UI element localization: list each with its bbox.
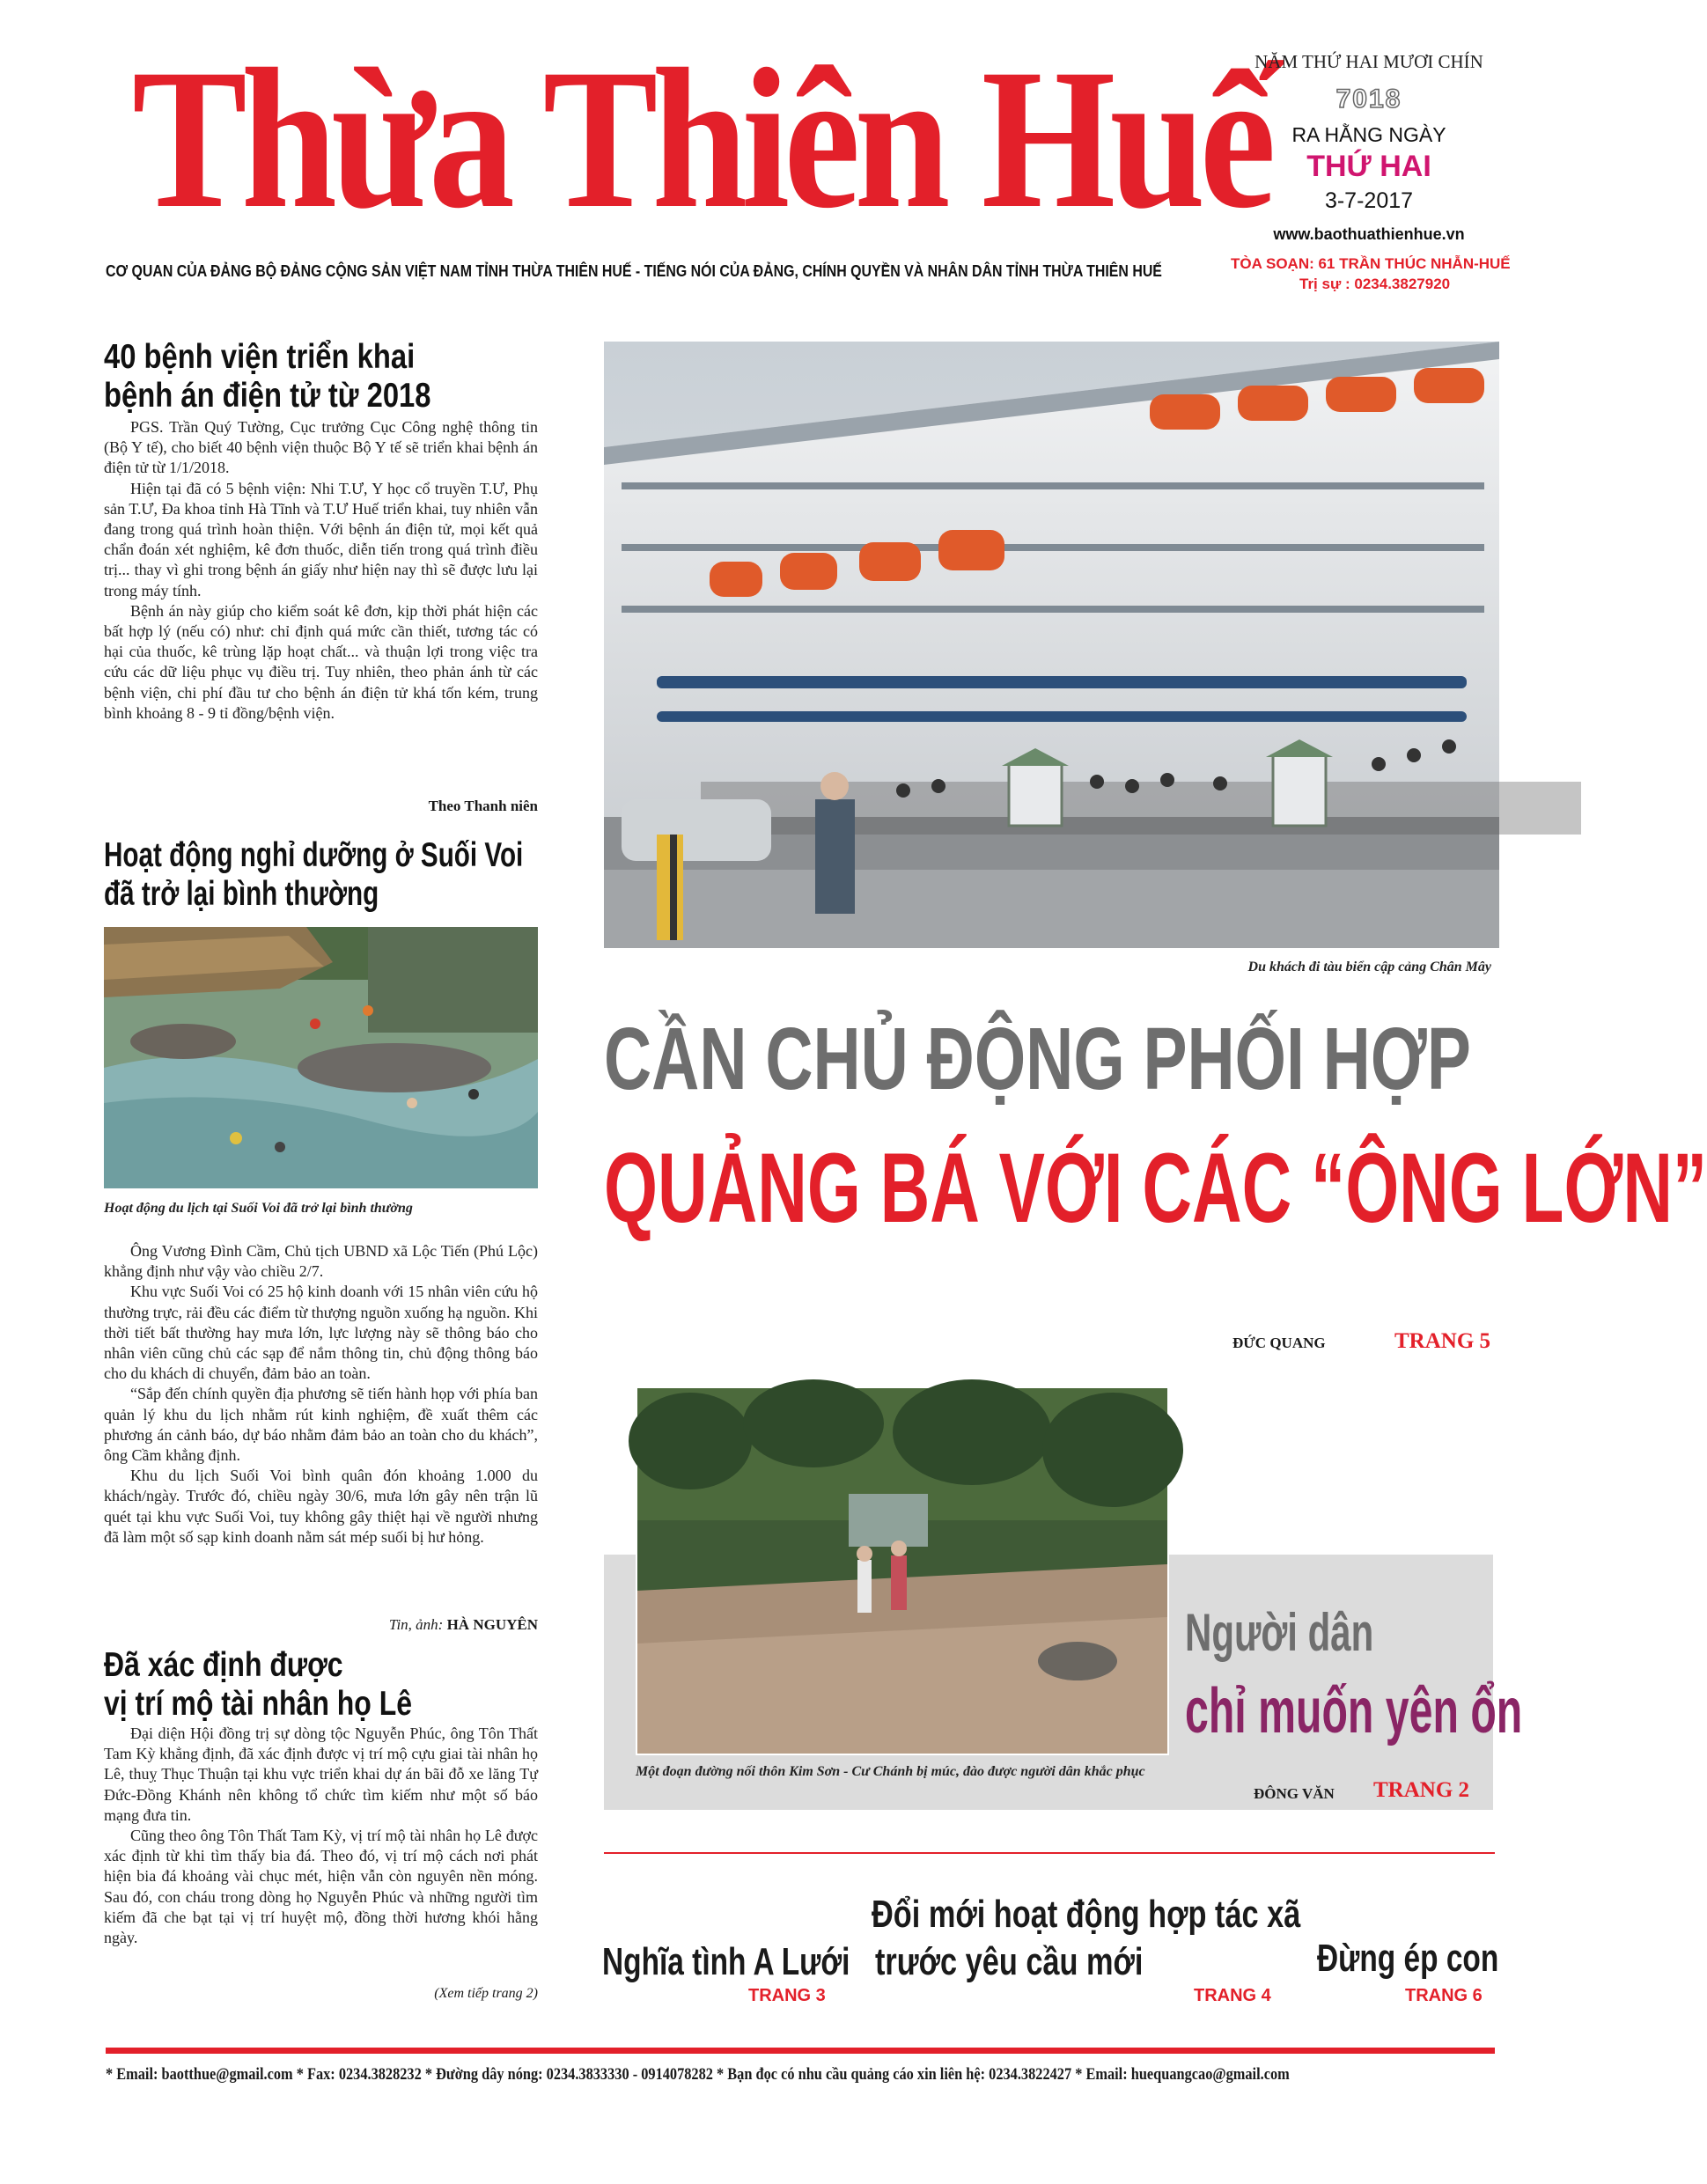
issue-number: 7018 <box>1335 85 1402 114</box>
article1-paragraph: PGS. Trần Quý Tường, Cục trưởng Cục Công nghệ thông tin (Bộ Y tế), cho biết 40 bệnh viện thuộc Bộ Y tế sẽ triển khai bệnh án điện tử từ 1/1/2018. <box>104 418 538 477</box>
website-link[interactable]: www.baothuathienhue.vn <box>1273 225 1465 243</box>
admin-phone: Trị sự : 0234.3827920 <box>1299 276 1451 292</box>
article1-body <box>104 417 538 724</box>
lead-author: ĐỨC QUANG <box>1232 1335 1326 1351</box>
teaser-page-ref[interactable]: TRANG 6 <box>1405 1986 1483 2005</box>
weekday: THỨ HAI <box>1306 150 1431 183</box>
article1-headline-line2: bệnh án điện tử từ 2018 <box>104 377 431 415</box>
teaser-title[interactable]: Đừng ép con <box>1317 1937 1499 1980</box>
article3-paragraph: Đại diện Hội đồng trị sự dòng tộc Nguyễn Phúc, ông Tôn Thất Tam Kỳ khẳng định, đã xác định được vị trí mộ cựu giai tài nhân họ Lê, thuỵ Thục Thuận tại khu vực triển khai dự án bãi đỗ xe lăng Tự Đức-Đồng Khánh nên không tổ chức tìm kiếm như một số báo mạng đưa tin. <box>104 1724 538 1824</box>
article2-headline[interactable] <box>104 836 562 914</box>
article2-paragraph: Khu vực Suối Voi có 25 hộ kinh doanh với 15 nhân viên cứu hộ thường trực, rải đều các điểm từ thượng nguồn xuống hạ nguồn. Khi thời tiết bất thường hay mưa lớn, lực lượng này sẽ thông báo cho nhân viên cũng chủ các sạp để nắm thông tin, chủ động thông báo cho du khách di chuyển, đảm bảo an toàn. <box>104 1283 538 1383</box>
article2-body <box>104 1241 538 1548</box>
teaser-page-ref[interactable]: TRANG 4 <box>1194 1986 1271 2005</box>
suoi-voi-photo <box>104 927 538 1188</box>
article2-paragraph: “Sắp đến chính quyền địa phương sẽ tiến hành họp với phía ban quản lý khu du lịch nhằm rút kinh nghiệm, đề xuất thêm các phương án cảnh báo, dự báo nhằm đảm bảo an toàn cho du khách”, ông Cầm khẳng định. <box>104 1385 538 1465</box>
issue-date: 3-7-2017 <box>1324 188 1414 213</box>
cruise-ship-caption: Du khách đi tàu biển cập cảng Chân Mây <box>1247 960 1491 974</box>
article2-headline-line2: đã trở lại bình thường <box>104 875 379 913</box>
footer-rule <box>106 2048 1495 2054</box>
article1-credit: Theo Thanh niên <box>428 798 538 814</box>
teaser-title[interactable]: Nghĩa tình A Lưới <box>602 1940 850 1983</box>
masthead-title: Thừa Thiên Huế <box>132 28 1270 250</box>
teaser-page-ref[interactable]: TRANG 3 <box>748 1986 826 2005</box>
article2-credit-name: HÀ NGUYÊN <box>446 1616 538 1633</box>
office-address: TÒA SOẠN: 61 TRẦN THÚC NHẪN-HUẾ <box>1231 255 1511 272</box>
article1-paragraph: Hiện tại đã có 5 bệnh viện: Nhi T.Ư, Y học cổ truyền T.Ư, Phụ sản T.Ư, Đa khoa tỉnh Hà Tĩnh và T.Ư Huế triển khai, tuy nhiên vẫn đang trong quá trình hoàn thiện. Với bệnh án điện tử, mọi kết quả chẩn đoán xét nghiệm, kê đơn thuốc, diễn tiến trong quá trình điều trị... thay vì ghi trong bệnh án giấy như hiện nay thì sẽ được lưu lại trong máy tính. <box>104 479 538 599</box>
feature-headline-line2[interactable]: chỉ muốn yên ổn <box>1185 1676 1523 1746</box>
article3-headline[interactable] <box>104 1646 562 1724</box>
suoi-voi-caption: Hoạt động du lịch tại Suối Voi đã trở lại bình thường <box>104 1201 413 1216</box>
teaser-divider <box>604 1852 1495 1854</box>
cruise-ship-photo <box>604 342 1499 948</box>
feature-headline-line1[interactable]: Người dân <box>1185 1603 1374 1662</box>
article2-headline-line1: Hoạt động nghỉ dưỡng ở Suối Voi <box>104 836 524 874</box>
teaser-title-line2[interactable]: trước yêu cầu mới <box>875 1940 1144 1983</box>
lead-page-ref[interactable]: TRANG 5 <box>1394 1329 1491 1353</box>
lead-headline-line2[interactable]: QUẢNG BÁ VỚI CÁC “ÔNG LỚN” <box>604 1133 1707 1243</box>
footer-contacts: * Email: baotthue@gmail.com * Fax: 0234.3828232 * Đường dây nóng: 0234.3833330 - 0914078282 * Bạn đọc có nhu cầu quảng cáo xin liên hệ: 0234.3822427 * Email: huequangcao@gmail.com <box>106 2065 1290 2084</box>
article1-headline[interactable] <box>104 338 562 415</box>
frequency: RA HẰNG NGÀY <box>1291 123 1446 146</box>
article1-paragraph: Bệnh án này giúp cho kiểm soát kê đơn, kịp thời phát hiện các bất hợp lý (nếu có) như: chỉ định quá mức cần thiết, tương tác có hại của thuốc, kê trùng lặp hoạt chất... và thuận lợi trong việc tra cứu các dữ liệu phục vụ điều trị. Tuy nhiên, theo phản ánh từ các bệnh viện, chi phí đầu tư cho bệnh án điện tử khá tốn kém, trung bình khoảng 8 - 9 tỉ đồng/bệnh viện. <box>104 601 538 722</box>
article2-paragraph: Khu du lịch Suối Voi bình quân đón khoảng 1.000 du khách/ngày. Trước đó, chiều ngày 30/6, mưa lớn gây nên trận lũ quét tại khu vực Suối Voi, tuy không gây thiệt hại về người nhưng đã làm một số sạp kinh doanh nằm sát mép suối bị hư hỏng. <box>104 1467 538 1546</box>
road-photo-caption: Một đoạn đường nối thôn Kim Sơn - Cư Chánh bị múc, đào được người dân khắc phục <box>636 1764 1145 1779</box>
lead-headline-line1[interactable]: CẦN CHỦ ĐỘNG PHỐI HỢP <box>604 1010 1471 1108</box>
article2-credit-label: Tin, ảnh: <box>388 1616 447 1633</box>
feature-page-ref[interactable]: TRANG 2 <box>1373 1778 1470 1802</box>
masthead-tagline: CƠ QUAN CỦA ĐẢNG BỘ ĐẢNG CỘNG SẢN VIỆT NAM TỈNH THỪA THIÊN HUẾ - TIẾNG NÓI CỦA ĐẢNG, CHÍNH QUYỀN VÀ NHÂN DÂN TỈNH THỪA THIÊN HUẾ <box>106 261 1162 280</box>
article3-headline-line1: Đã xác định được <box>104 1646 343 1684</box>
article3-headline-line2: vị trí mộ tài nhân họ Lê <box>104 1685 413 1723</box>
article2-paragraph: Ông Vương Đình Cầm, Chủ tịch UBND xã Lộc Tiến (Phú Lộc) khẳng định như vậy vào chiều 2/7. <box>104 1242 538 1281</box>
road-photo <box>636 1386 1169 1755</box>
year-line: NĂM THỨ HAI MƯƠI CHÍN <box>1254 51 1483 72</box>
article2-credit <box>104 1616 538 1634</box>
article3-paragraph: Cũng theo ông Tôn Thất Tam Kỳ, vị trí mộ tài nhân họ Lê được xác định từ khi tìm thấy bia đá. Theo đó, vị trí mộ cách nơi phát hiện bia đá khoảng vài chục mét, hiện vẫn còn nguyên nền móng. Sau đó, con cháu trong dòng họ Nguyễn Phúc và những người tìm kiếm đã che bạt tại vị trí huyệt mộ, đồng thời hương khói hằng ngày. <box>104 1827 538 1947</box>
feature-author: ĐÔNG VĂN <box>1254 1785 1335 1802</box>
article3-body <box>104 1724 538 1948</box>
teaser-title-line1[interactable]: Đổi mới hoạt động hợp tác xã <box>872 1893 1301 1936</box>
article3-continued[interactable]: (Xem tiếp trang 2) <box>434 1986 538 2001</box>
article1-headline-line1: 40 bệnh viện triển khai <box>104 338 416 376</box>
